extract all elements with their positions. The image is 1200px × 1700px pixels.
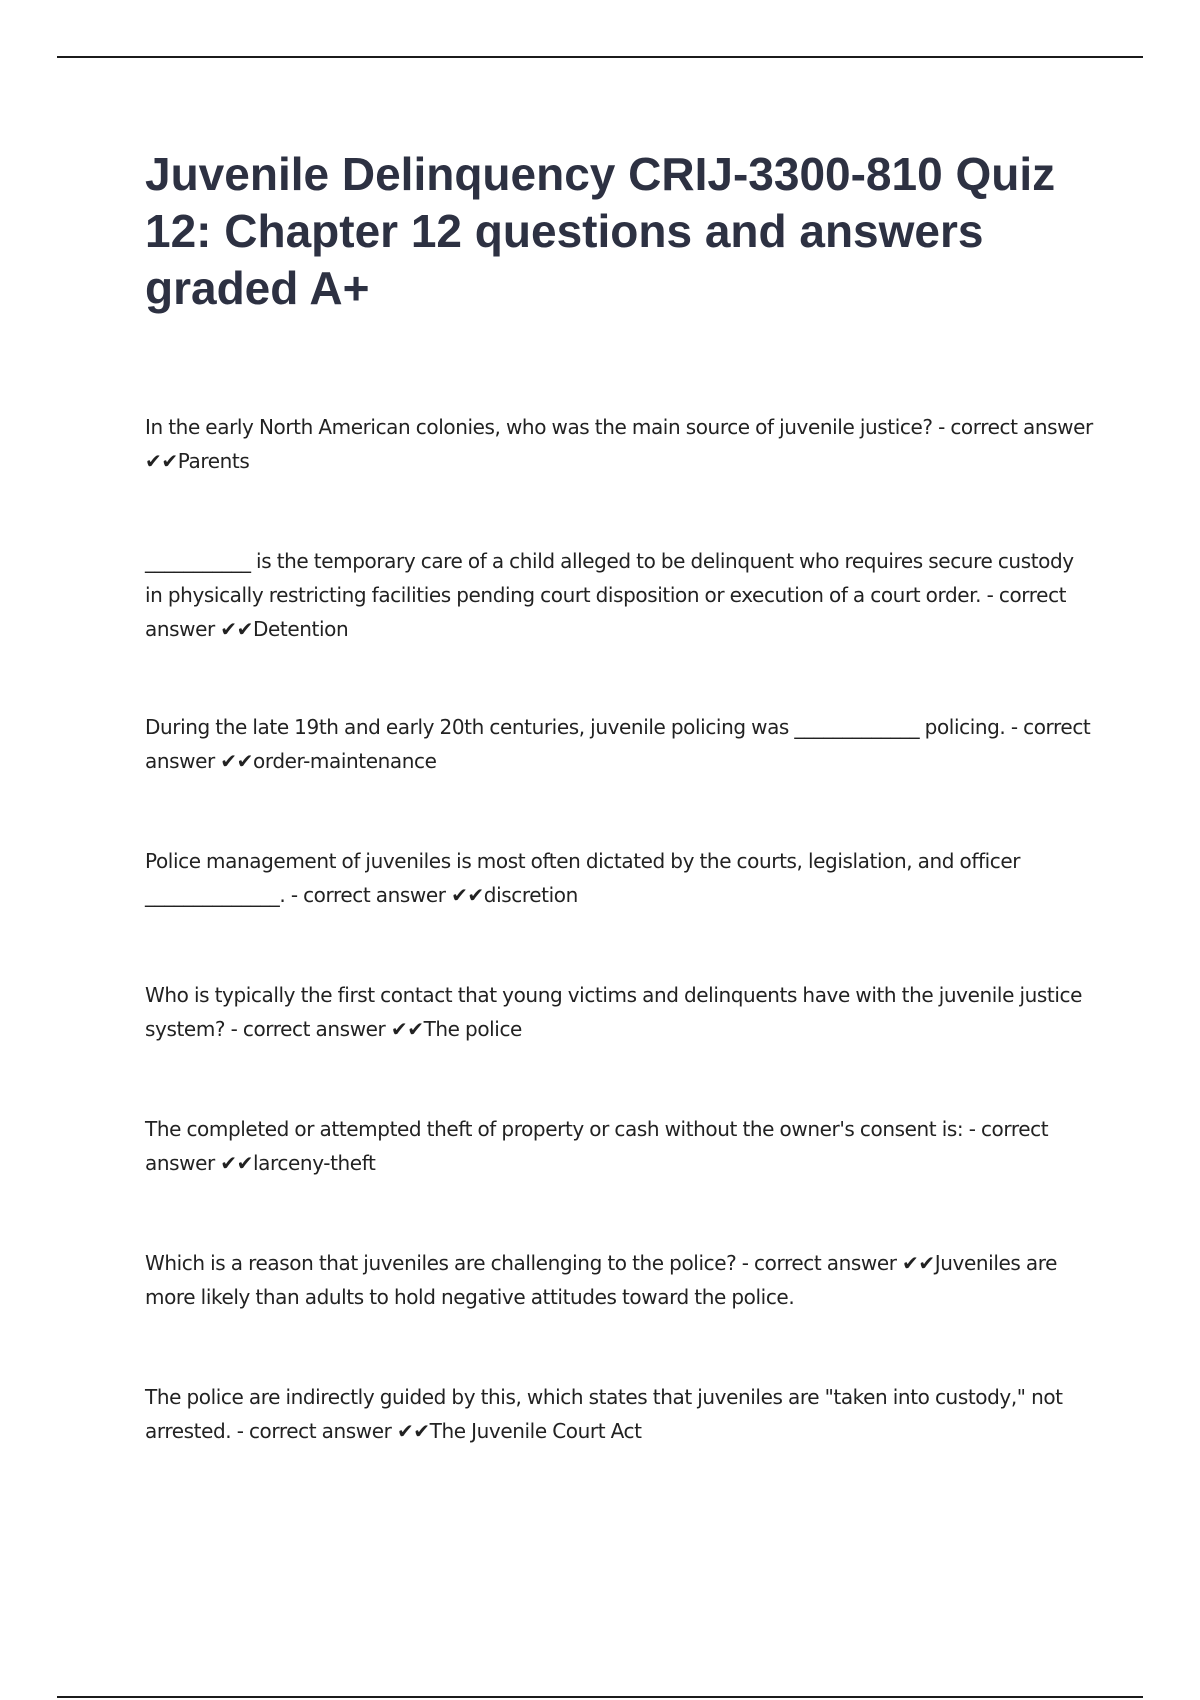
qa-list bbox=[145, 410, 1095, 1514]
question-text: Who is typically the first contact that young victims and delinquents have with the juvenile justice system? bbox=[145, 983, 1083, 1041]
answer-text: order-maintenance bbox=[253, 749, 437, 773]
question-text: The police are indirectly guided by this, which states that juveniles are "taken into custody," not arrested. bbox=[145, 1385, 1063, 1443]
document-title: Juvenile Delinquency CRIJ-3300-810 Quiz 12: Chapter 12 questions and answers graded A+ bbox=[145, 148, 1056, 314]
answer-text: Detention bbox=[253, 617, 349, 641]
check-marks-icon: ✔✔ bbox=[145, 449, 178, 473]
qa-item bbox=[145, 1246, 1095, 1314]
answer-text: Juveniles are more likely than adults to hold negative attitudes toward the police. bbox=[145, 1251, 1057, 1309]
question-text: Which is a reason that juveniles are challenging to the police? bbox=[145, 1251, 737, 1275]
check-marks-icon: ✔✔ bbox=[220, 1151, 254, 1175]
qa-item bbox=[145, 1112, 1095, 1180]
question-text: Police management of juveniles is most often dictated by the courts, legislation, and officer ______________. bbox=[145, 849, 1021, 907]
answer-text: The police bbox=[423, 1017, 522, 1041]
bottom-divider bbox=[57, 1696, 1143, 1698]
qa-item bbox=[145, 978, 1095, 1046]
question-text: During the late 19th and early 20th centuries, juvenile policing was _____________ policing. bbox=[145, 715, 1006, 739]
check-marks-icon: ✔✔ bbox=[396, 1419, 430, 1443]
answer-text: The Juvenile Court Act bbox=[429, 1419, 642, 1443]
answer-label: - correct answer bbox=[231, 1419, 397, 1443]
qa-item bbox=[145, 844, 1095, 912]
answer-label: - correct answer bbox=[932, 415, 1093, 439]
check-marks-icon: ✔✔ bbox=[451, 883, 484, 907]
top-divider bbox=[57, 56, 1143, 58]
question-text: ___________ is the temporary care of a child alleged to be delinquent who requires secure custody in physically restricting facilities pending court disposition or execution of a court order. bbox=[145, 549, 1074, 607]
check-marks-icon: ✔✔ bbox=[220, 617, 254, 641]
answer-label: - correct answer bbox=[145, 583, 1067, 641]
answer-label: - correct answer bbox=[225, 1017, 391, 1041]
answer-label: - correct answer bbox=[736, 1251, 903, 1275]
qa-item bbox=[145, 1380, 1095, 1448]
qa-item bbox=[145, 710, 1095, 778]
check-marks-icon: ✔✔ bbox=[390, 1017, 424, 1041]
answer-text: Parents bbox=[177, 449, 250, 473]
answer-text: larceny-theft bbox=[253, 1151, 376, 1175]
qa-item bbox=[145, 544, 1095, 646]
question-text: The completed or attempted theft of property or cash without the owner's consent is: bbox=[145, 1117, 964, 1141]
qa-item bbox=[145, 410, 1095, 478]
check-marks-icon: ✔✔ bbox=[902, 1251, 935, 1275]
answer-label: - correct answer bbox=[285, 883, 452, 907]
answer-text: discretion bbox=[483, 883, 578, 907]
answer-label: - correct answer bbox=[145, 715, 1091, 773]
check-marks-icon: ✔✔ bbox=[220, 749, 254, 773]
question-text: In the early North American colonies, who was the main source of juvenile justice? bbox=[145, 415, 933, 439]
answer-label: - correct answer bbox=[145, 1117, 1049, 1175]
